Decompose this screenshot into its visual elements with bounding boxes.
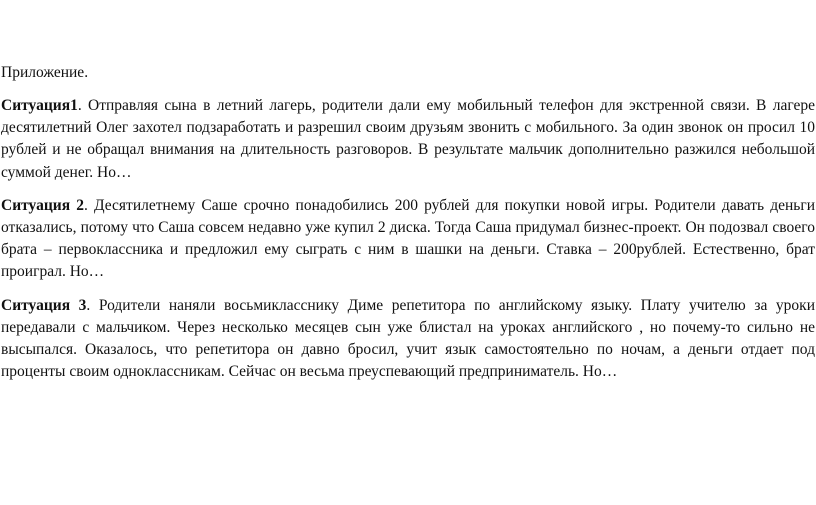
situation-2-heading: Ситуация 2 — [1, 196, 84, 214]
situation-1-paragraph — [0, 95, 816, 184]
situation-3-text: . Родители наняли восьмикласснику Диме репетитора по английскому языку. Плату учителю за уроки передавали с мальчиком. Через несколько месяцев сын уже блистал на уроках английского , но почему-то сильно не высыпался. Оказалось, что репетитора он давно бросил, учит язык самостоятельно по ночам, а деньги отдает под проценты своим одноклассникам. Сейчас он весьма преуспевающий предприниматель. Но… — [1, 296, 815, 381]
appendix-label: Приложение. — [1, 64, 89, 81]
situation-2-text: . Десятилетнему Саше срочно понадобились 200 рублей для покупки новой игры. Родители давать деньги отказались, потому что Саша совсем недавно уже купил 2 диска. Тогда Саша придумал бизнес-проект. Он подозвал своего брата – первоклассника и предложил ему сыграть с ним в шашки на деньги. Ставка – 200рублей. Естественно, брат проиграл. Но… — [1, 196, 816, 281]
situation-3-heading: Ситуация 3 — [1, 296, 87, 314]
situation-2-paragraph — [0, 195, 816, 284]
situation-1-heading: Ситуация1 — [1, 97, 78, 114]
situation-3-paragraph — [0, 295, 816, 384]
situation-1-text: . Отправляя сына в летний лагерь, родители дали ему мобильный телефон для экстренной связи. В лагере десятилетний Олег захотел подзаработать и разрешил своим друзьям звонить с мобильного. За один звонок он просил 10 рублей и не обращал внимания на длительность разговоров. В результате мальчик дополнительно разжился небольшой суммой денег. Но… — [1, 97, 815, 181]
